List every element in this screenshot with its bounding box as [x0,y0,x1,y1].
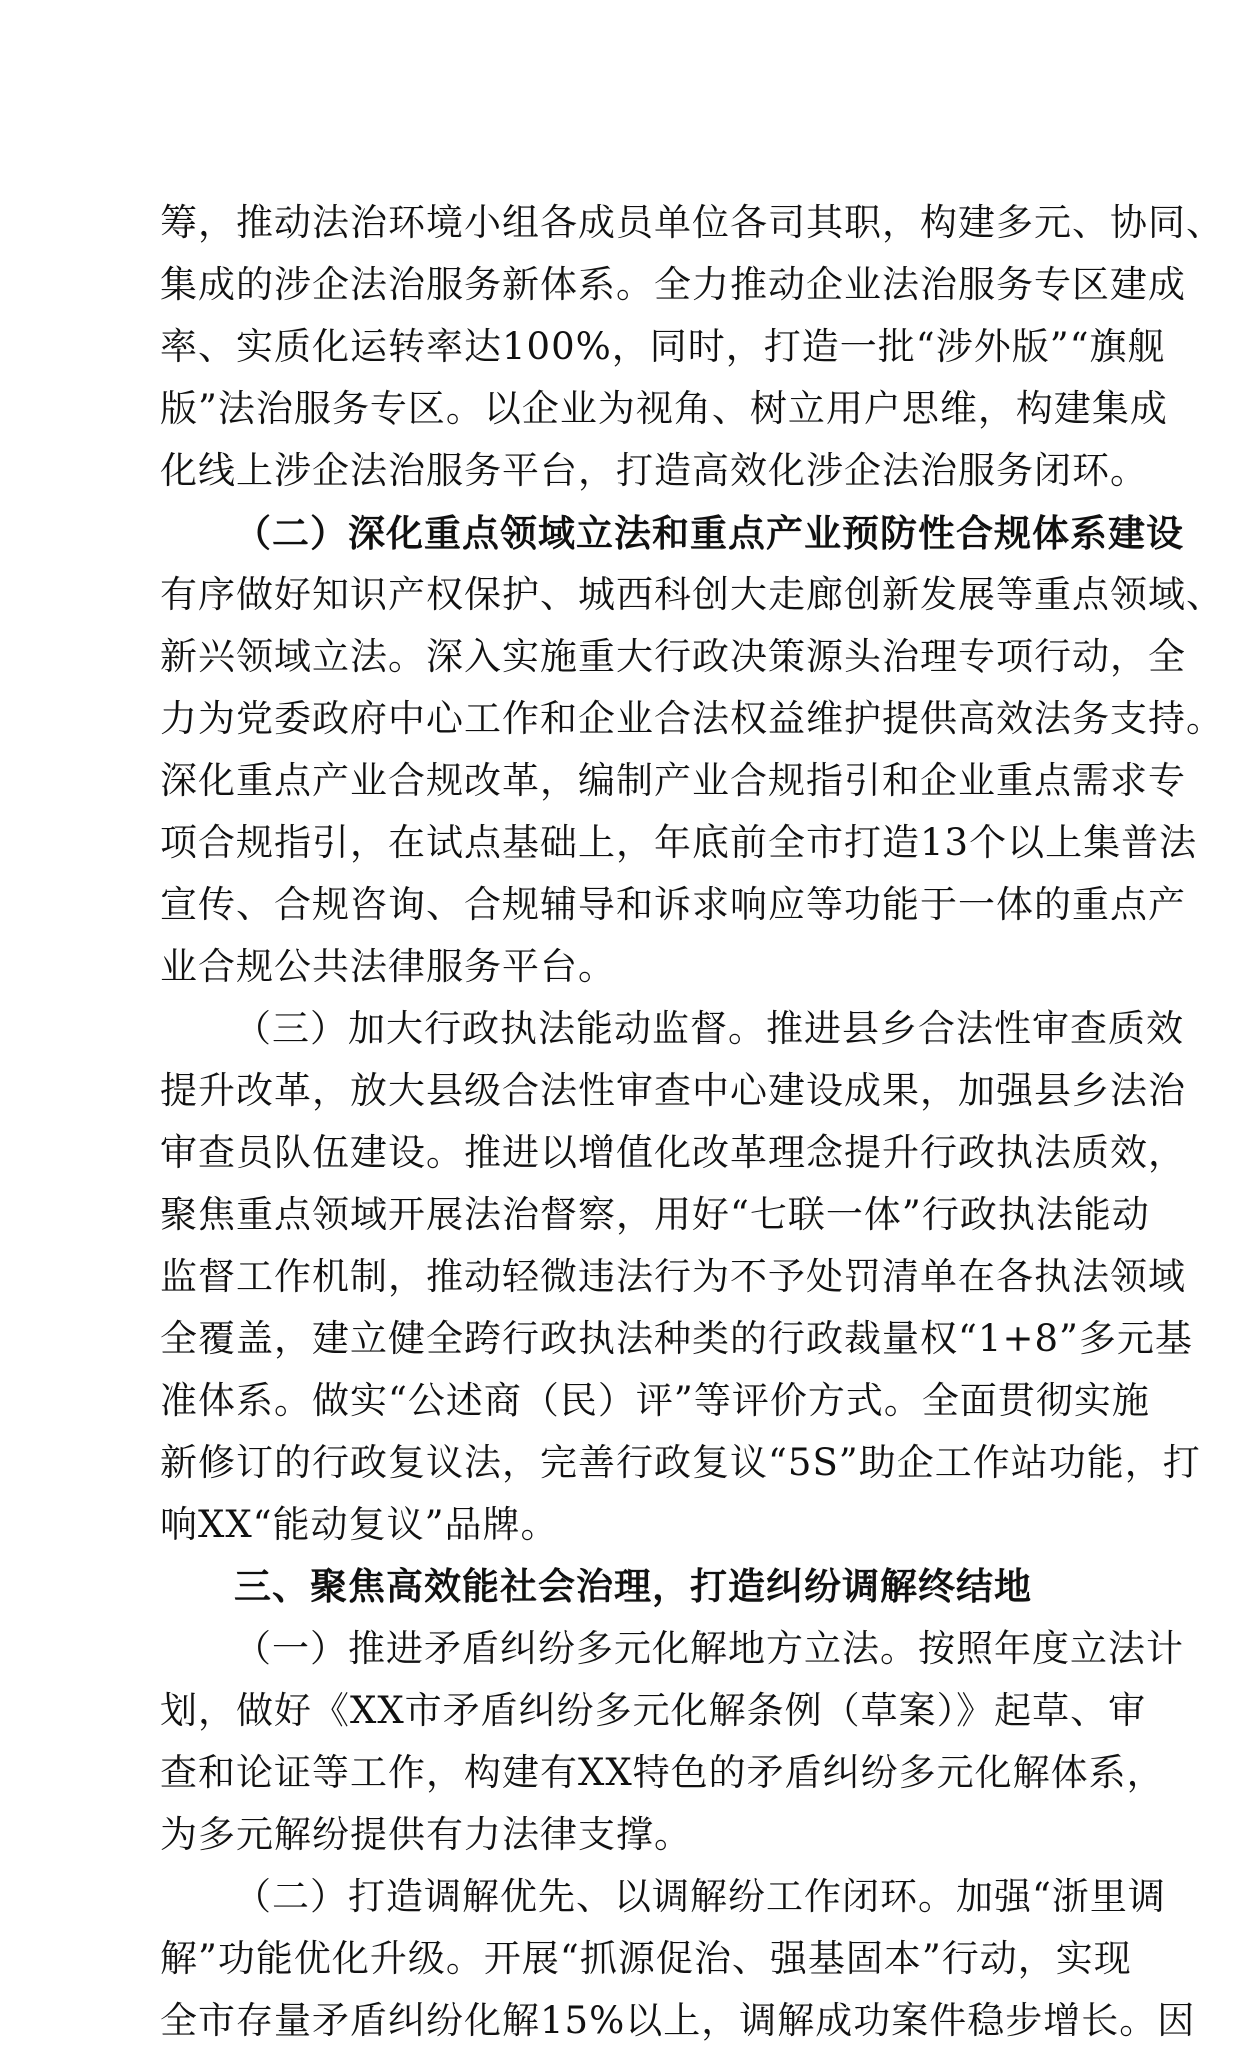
paragraph-line: 划，做好《XX市矛盾纠纷多元化解条例（草案）》起草、审 [160,1689,1147,1732]
document-body [160,192,1224,2052]
paragraph-line: （一）推进矛盾纠纷多元化解地方立法。按照年度立法计 [234,1627,1184,1670]
paragraph-line: （三）加大行政执法能动监督。推进县乡合法性审查质效 [234,1007,1184,1050]
section-heading: 三、聚焦高效能社会治理，打造纠纷调解终结地 [234,1565,1032,1608]
paragraph-line: 聚焦重点领域开展法治督察，用好“七联一体”行政执法能动 [160,1193,1150,1236]
paragraph-line: 监督工作机制，推动轻微违法行为不予处罚清单在各执法领域 [160,1255,1186,1298]
paragraph-line: 版”法治服务专区。以企业为视角、树立用户思维，构建集成 [160,387,1168,430]
paragraph-line: 新兴领域立法。深入实施重大行政决策源头治理专项行动，全 [160,635,1186,678]
paragraph-line: 审查员队伍建设。推进以增值化改革理念提升行政执法质效， [160,1131,1186,1174]
paragraph-line: 率、实质化运转率达100%，同时，打造一批“涉外版”“旗舰 [160,325,1166,368]
paragraph-line: 力为党委政府中心工作和企业合法权益维护提供高效法务支持。 [160,697,1224,740]
paragraph-line: 提升改革，放大县级合法性审查中心建设成果，加强县乡法治 [160,1069,1186,1112]
paragraph-line: 查和论证等工作，构建有XX特色的矛盾纠纷多元化解体系， [160,1751,1165,1794]
paragraph-line: 有序做好知识产权保护、城西科创大走廊创新发展等重点领域、 [160,573,1224,616]
paragraph-line: 全市存量矛盾纠纷化解15%以上，调解成功案件稳步增长。因 [160,1999,1196,2042]
paragraph-line: 化线上涉企法治服务平台，打造高效化涉企法治服务闭环。 [160,449,1148,492]
paragraph-line: 业合规公共法律服务平台。 [160,945,616,988]
paragraph-line: 项合规指引，在试点基础上，年底前全市打造13个以上集普法 [160,821,1198,864]
subsection-heading: （二）深化重点领域立法和重点产业预防性合规体系建设 [234,511,1184,555]
paragraph-line: 深化重点产业合规改革，编制产业合规指引和企业重点需求专 [160,759,1186,802]
paragraph-line: 响XX“能动复议”品牌。 [160,1503,559,1546]
paragraph-line: 筹，推动法治环境小组各成员单位各司其职，构建多元、协同、 [160,201,1224,244]
paragraph-line: 新修订的行政复议法，完善行政复议“5S”助企工作站功能，打 [160,1441,1201,1484]
paragraph-line: 解”功能优化升级。开展“抓源促治、强基固本”行动，实现 [160,1937,1132,1980]
paragraph-line: 为多元解纷提供有力法律支撑。 [160,1813,692,1856]
paragraph-line: （二）打造调解优先、以调解纷工作闭环。加强“浙里调 [234,1875,1166,1918]
paragraph-line: 全覆盖，建立健全跨行政执法种类的行政裁量权“1+8”多元基 [160,1317,1193,1360]
paragraph-line: 宣传、合规咨询、合规辅导和诉求响应等功能于一体的重点产 [160,883,1186,926]
paragraph-line: 准体系。做实“公述商（民）评”等评价方式。全面贯彻实施 [160,1379,1150,1422]
paragraph-line: 集成的涉企法治服务新体系。全力推动企业法治服务专区建成 [160,263,1186,306]
